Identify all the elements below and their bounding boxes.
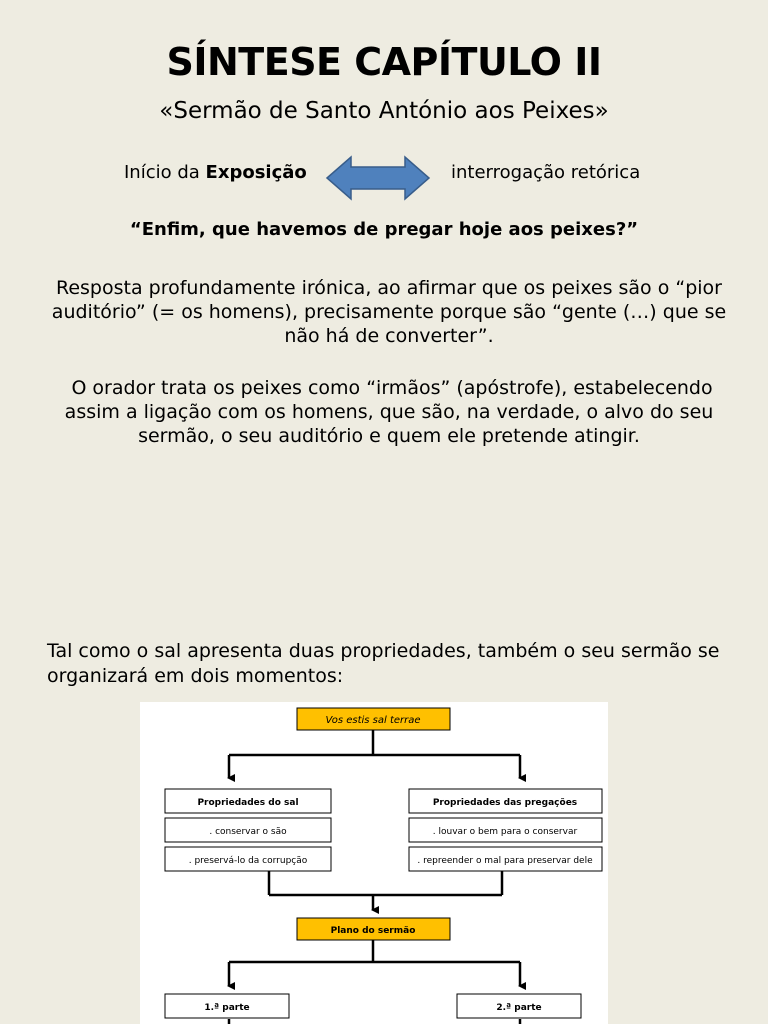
top-connector — [229, 730, 520, 778]
right-item-1: . louvar o bem para o conservar — [432, 827, 578, 837]
part2-label: 2.ª parte — [496, 1003, 542, 1013]
part1-label: 1.ª parte — [204, 1003, 250, 1013]
paragraph-brothers: O orador trata os peixes como “irmãos” (apóstrofe), estabelecendo assim a ligação com os homens, que são, na verdade, o alvo do seu sermão, o seu auditório e quem ele pretende atingir. — [64, 377, 720, 447]
double-arrow-icon — [325, 155, 431, 201]
right-item-2: . repreender o mal para preservar dele — [417, 856, 593, 866]
page-title: SÍNTESE CAPÍTULO II — [166, 40, 602, 84]
middle-connector — [269, 871, 502, 910]
exposition-prefix: Início da — [124, 162, 206, 183]
page-subtitle: «Sermão de Santo António aos Peixes» — [159, 98, 609, 124]
key-question: “Enfim, que havemos de pregar hoje aos peixes?” — [129, 219, 639, 240]
sermon-diagram — [140, 702, 608, 1024]
exposition-label — [124, 162, 307, 183]
paragraph-irony: Resposta profundamente irónica, ao afirmar que os peixes são o “pior auditório” (= os homens), precisamente porque são “gente (…) que se não há de converter”. — [51, 277, 727, 347]
left-item-2: . preservá-lo da corrupção — [188, 856, 308, 866]
intro-text: Tal como o sal apresenta duas propriedades, também o seu sermão se organizará em dois momentos: — [47, 640, 720, 687]
exposition-bold: Exposição — [205, 162, 307, 183]
rhetorical-question-label: interrogação retórica — [451, 162, 641, 183]
left-header-label: Propriedades do sal — [197, 798, 299, 808]
plan-box-label: Plano do sermão — [330, 926, 416, 936]
left-item-1: . conservar o são — [209, 827, 287, 837]
top-box-label: Vos estis sal terrae — [325, 715, 421, 726]
right-header-label: Propriedades das pregações — [432, 798, 578, 808]
